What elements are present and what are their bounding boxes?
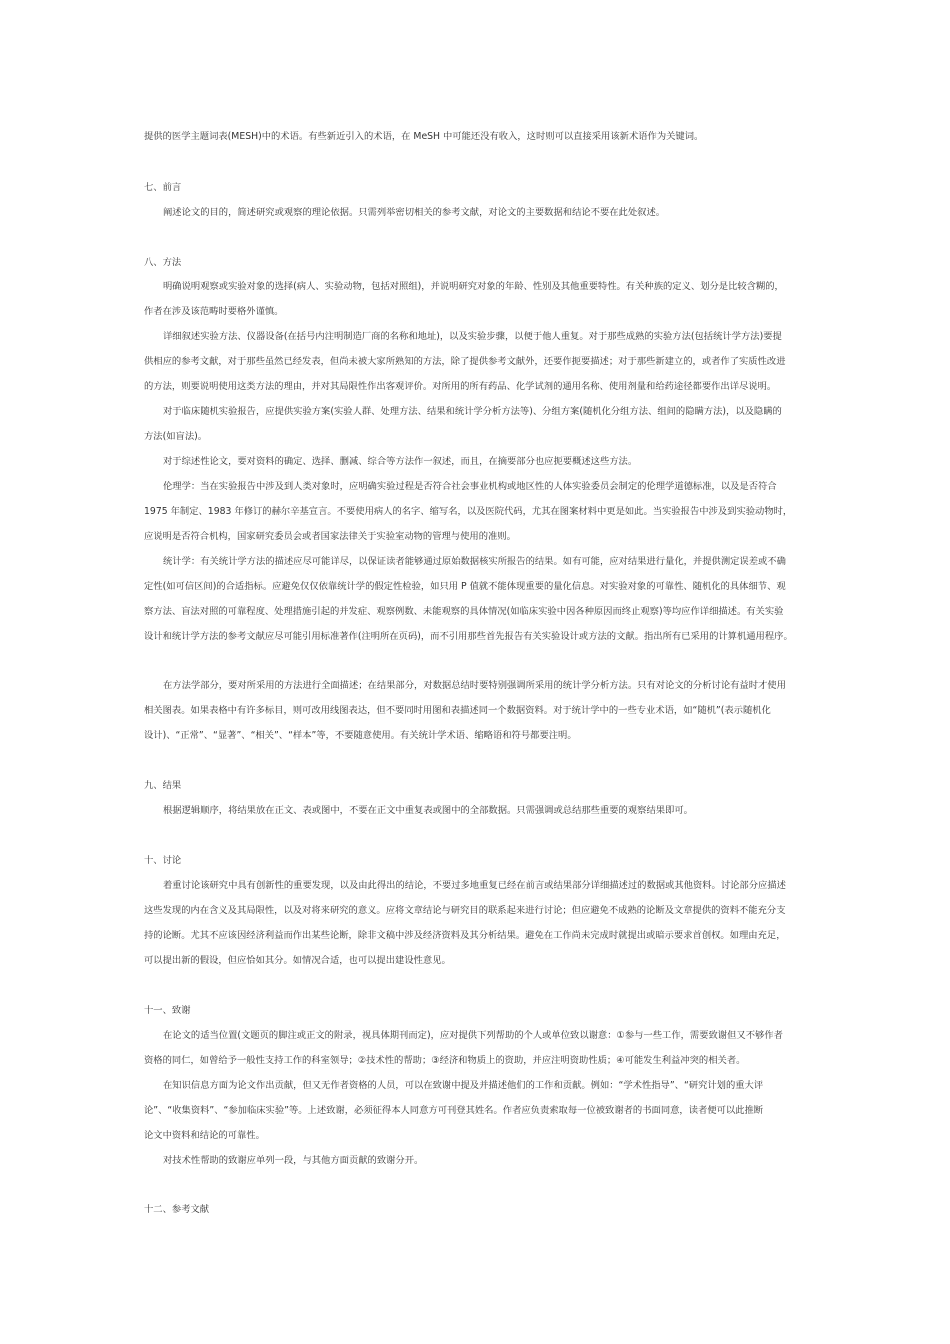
paragraph-line: 相关图表。如果表格中有许多标目，则可改用线图表达，但不要同时用图和表描述同一个数据资料。对于统计学中的一些专业术语，如“随机”(表示随机化 — [144, 705, 771, 716]
paragraph-line: 对技术性帮助的致谢应单列一段，与其他方面贡献的致谢分开。 — [163, 1155, 424, 1166]
section-heading-preface: 七、前言 — [144, 182, 182, 193]
paragraph-line: 根据逻辑顺序，将结果放在正文、表或图中，不要在正文中重复表或图中的全部数据。只需强调或总结那些重要的观察结果即可。 — [163, 805, 693, 816]
paragraph-line: 的方法，则要说明使用这类方法的理由，并对其局限性作出客观评价。对所用的所有药品、化学试剂的通用名称、使用剂量和给药途径都要作出详尽说明。 — [144, 381, 777, 392]
paragraph-line: 设计和统计学方法的参考文献应尽可能引用标准著作(注明所在页码)，而不引用那些首先报告有关实验设计或方法的文献。指出所有已采用的计算机通用程序。 — [144, 631, 793, 642]
paragraph-line: 方法(如盲法)。 — [144, 431, 208, 442]
paragraph-line: 应说明是否符合机构，国家研究委员会或者国家法律关于实验室动物的管理与使用的准则。 — [144, 531, 516, 542]
paragraph-line: 这些发现的内在含义及其局限性，以及对将来研究的意义。应将文章结论与研究目的联系起来进行讨论；但应避免不成熟的论断及文章提供的资料不能充分支 — [144, 905, 786, 916]
paragraph-line: 在方法学部分，要对所采用的方法进行全面描述；在结果部分，对数据总结时要特别强调所采用的统计学分析方法。只有对论文的分析讨论有益时才使用 — [163, 680, 786, 691]
paragraph-line: 察方法、盲法对照的可靠程度、处理措施引起的并发症、观察例数、未能观察的具体情况(如临床实验中因各种原因而终止观察)等均应作详细描述。有关实验 — [144, 606, 784, 617]
paragraph-line: 详细叙述实验方法、仪器设备(在括号内注明制造厂商的名称和地址)，以及实验步骤，以便于他人重复。对于那些成熟的实验方法(包括统计学方法)要提 — [163, 331, 782, 342]
paragraph-line: 在论文的适当位置(文题页的脚注或正文的附录，视具体期刊而定)，应对提供下列帮助的个人或单位致以谢意：①参与一些工作，需要致谢但又不够作者 — [163, 1030, 783, 1041]
paragraph-line: 明确说明观察或实验对象的选择(病人、实验动物，包括对照组)，并说明研究对象的年龄、性别及其他重要特性。有关种族的定义、划分是比较含糊的， — [163, 281, 784, 292]
section-heading-discussion: 十、讨论 — [144, 855, 182, 866]
section-heading-acknowledgements: 十一、致谢 — [144, 1005, 191, 1016]
paragraph-line: 供相应的参考文献，对于那些虽然已经发表，但尚未被大家所熟知的方法，除了提供参考文献外，还要作扼要描述；对于那些新建立的，或者作了实质性改进 — [144, 356, 786, 367]
section-heading-references: 十二、参考文献 — [144, 1204, 210, 1215]
paragraph-line: 1975 年制定、1983 年修订的赫尔辛基宣言。不要使用病人的名字、缩写名，以及医院代码，尤其在图案材料中更是如此。当实验报告中涉及到实验动物时， — [144, 506, 793, 517]
paragraph-line: 阐述论文的目的，简述研究或观察的理论依据。只需列举密切相关的参考文献，对论文的主要数据和结论不要在此处叙述。 — [163, 207, 666, 218]
paragraph-line: 设计)、“正常”、“显著”、“相关”、“样本”等，不要随意使用。有关统计学术语、缩略语和符号都要注明。 — [144, 730, 577, 741]
paragraph-line: 对于临床随机实验报告，应提供实验方案(实验人群、处理方法、结果和统计学分析方法等)、分组方案(随机化分组方法、组间的隐瞒方法)，以及隐瞒的 — [163, 406, 782, 417]
intro-line: 提供的医学主题词表(MESH)中的术语。有些新近引入的术语，在 MeSH 中可能还没有收入，这时则可以直接采用该新术语作为关键词。 — [144, 131, 704, 142]
paragraph-line: 统计学：有关统计学方法的描述应尽可能详尽，以保证读者能够通过原始数据核实所报告的结果。如有可能，应对结果进行量化，并提供测定误差或不确 — [163, 556, 786, 567]
paragraph-line: 作者在涉及该范畴时要格外谨慎。 — [144, 306, 284, 317]
section-heading-results: 九、结果 — [144, 780, 182, 791]
paragraph-line: 着重讨论该研究中具有创新性的重要发现，以及由此得出的结论，不要过多地重复已经在前言或结果部分详细描述过的数据或其他资料。讨论部分应描述 — [163, 880, 786, 891]
paragraph-line: 持的论断。尤其不应该因经济利益而作出某些论断，除非文稿中涉及经济资料及其分析结果。避免在工作尚未完成时就提出或暗示要求首创权。如理由充足， — [144, 930, 786, 941]
paragraph-line: 可以提出新的假设，但应恰如其分。如情况合适，也可以提出建设性意见。 — [144, 955, 451, 966]
paragraph-line: 资格的同仁，如曾给予一般性支持工作的科室领导；②技术性的帮助；③经济和物质上的资助，并应注明资助性质；④可能发生利益冲突的相关者。 — [144, 1055, 746, 1066]
paragraph-line: 对于综述性论文，要对资料的确定、选择、删减、综合等方法作一叙述，而且，在摘要部分也应扼要概述这些方法。 — [163, 456, 638, 467]
section-heading-methods: 八、方法 — [144, 257, 182, 268]
paragraph-line: 论文中资料和结论的可靠性。 — [144, 1130, 265, 1141]
paragraph-line: 在知识信息方面为论文作出贡献，但又无作者资格的人员，可以在致谢中提及并描述他们的工作和贡献。例如：“学术性指导”、“研究计划的重大评 — [163, 1080, 764, 1091]
paragraph-line: 论”、“收集资料”、“参加临床实验”等。上述致谢，必须征得本人同意方可刊登其姓名。作者应负责索取每一位被致谢者的书面同意，读者便可以此推断 — [144, 1105, 764, 1116]
paragraph-line: 定性(如可信区间)的合适指标。应避免仅仅依靠统计学的假定性检验，如只用 P 值就不能体现重要的量化信息。对实验对象的可靠性、随机化的具体细节、观 — [144, 581, 786, 592]
paragraph-line: 伦理学：当在实验报告中涉及到人类对象时，应明确实验过程是否符合社会事业机构或地区性的人体实验委员会制定的伦理学道德标准，以及是否符合 — [163, 481, 777, 492]
